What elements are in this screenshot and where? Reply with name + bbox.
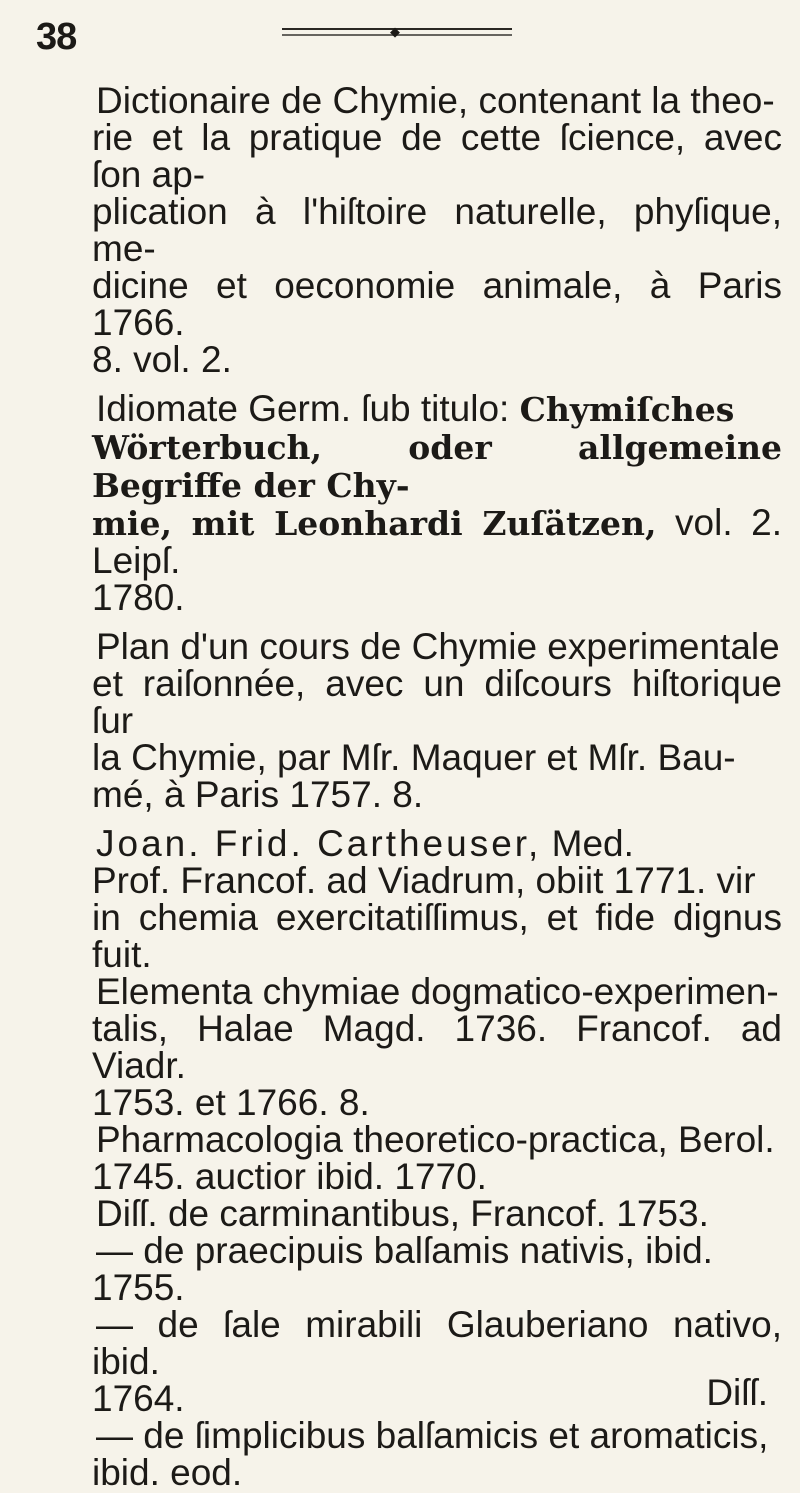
header-ornament-rule	[282, 26, 512, 40]
author-entry-cartheuser: Joan. Frid. Cartheuser, Med. Prof. Francof. ad Viadrum, obiit 1771. vir in chemia exercitatiſſimus, et fide dignus fuit.	[92, 823, 782, 975]
ornament-mark-icon: ◆	[390, 24, 400, 39]
page-number: 38	[36, 16, 77, 58]
catchword: Diſſ.	[706, 1372, 768, 1413]
entry-dictionaire: Dictionaire de Chymie, contenant la theo- rie et la pratique de cette ſcience, avec ſon ap- plication à l'hiſtoire naturelle, phyſique, me- dicine et oeconomie animale, à Paris 1766. 8. vol. 2.	[92, 80, 782, 380]
entry-plan-cours: Plan d'un cours de Chymie experimentale et raiſonnée, avec un diſcours hiſtorique ſur la Chymie, par Mſr. Maquer et Mſr. Bau- mé, à Paris 1757. 8.	[92, 626, 782, 815]
work-elementa: Elementa chymiae dogmatico-experimen- talis, Halae Magd. 1736. Francof. ad Viadr. 1753. et 1766. 8.	[92, 971, 782, 1123]
work-balsamis: — de praecipuis balſamis nativis, ibid. 1755.	[92, 1230, 713, 1308]
work-simplicibus: — de ſimplicibus balſamicis et aromaticis, ibid. eod.	[92, 1415, 769, 1493]
work-sale-mirabili: — de ſale mirabili Glauberiano nativo, ibid. 1764.	[92, 1304, 782, 1419]
entry-german-translation: Idiomate Germ. ſub titulo: Chymiſches Wörterbuch, oder allgemeine Begriffe der Chy- mie, mit Leonhardi Zuſätzen, vol. 2. Leipſ. 1780.	[92, 388, 783, 618]
work-pharmacologia: Pharmacologia theoretico-practica, Berol. 1745. auctior ibid. 1770.	[92, 1119, 775, 1197]
work-carminantibus: Diſſ. de carminantibus, Francof. 1753.	[96, 1193, 709, 1234]
author-name: Joan. Frid. Cartheuser,	[96, 823, 542, 864]
page-body	[92, 82, 782, 1491]
